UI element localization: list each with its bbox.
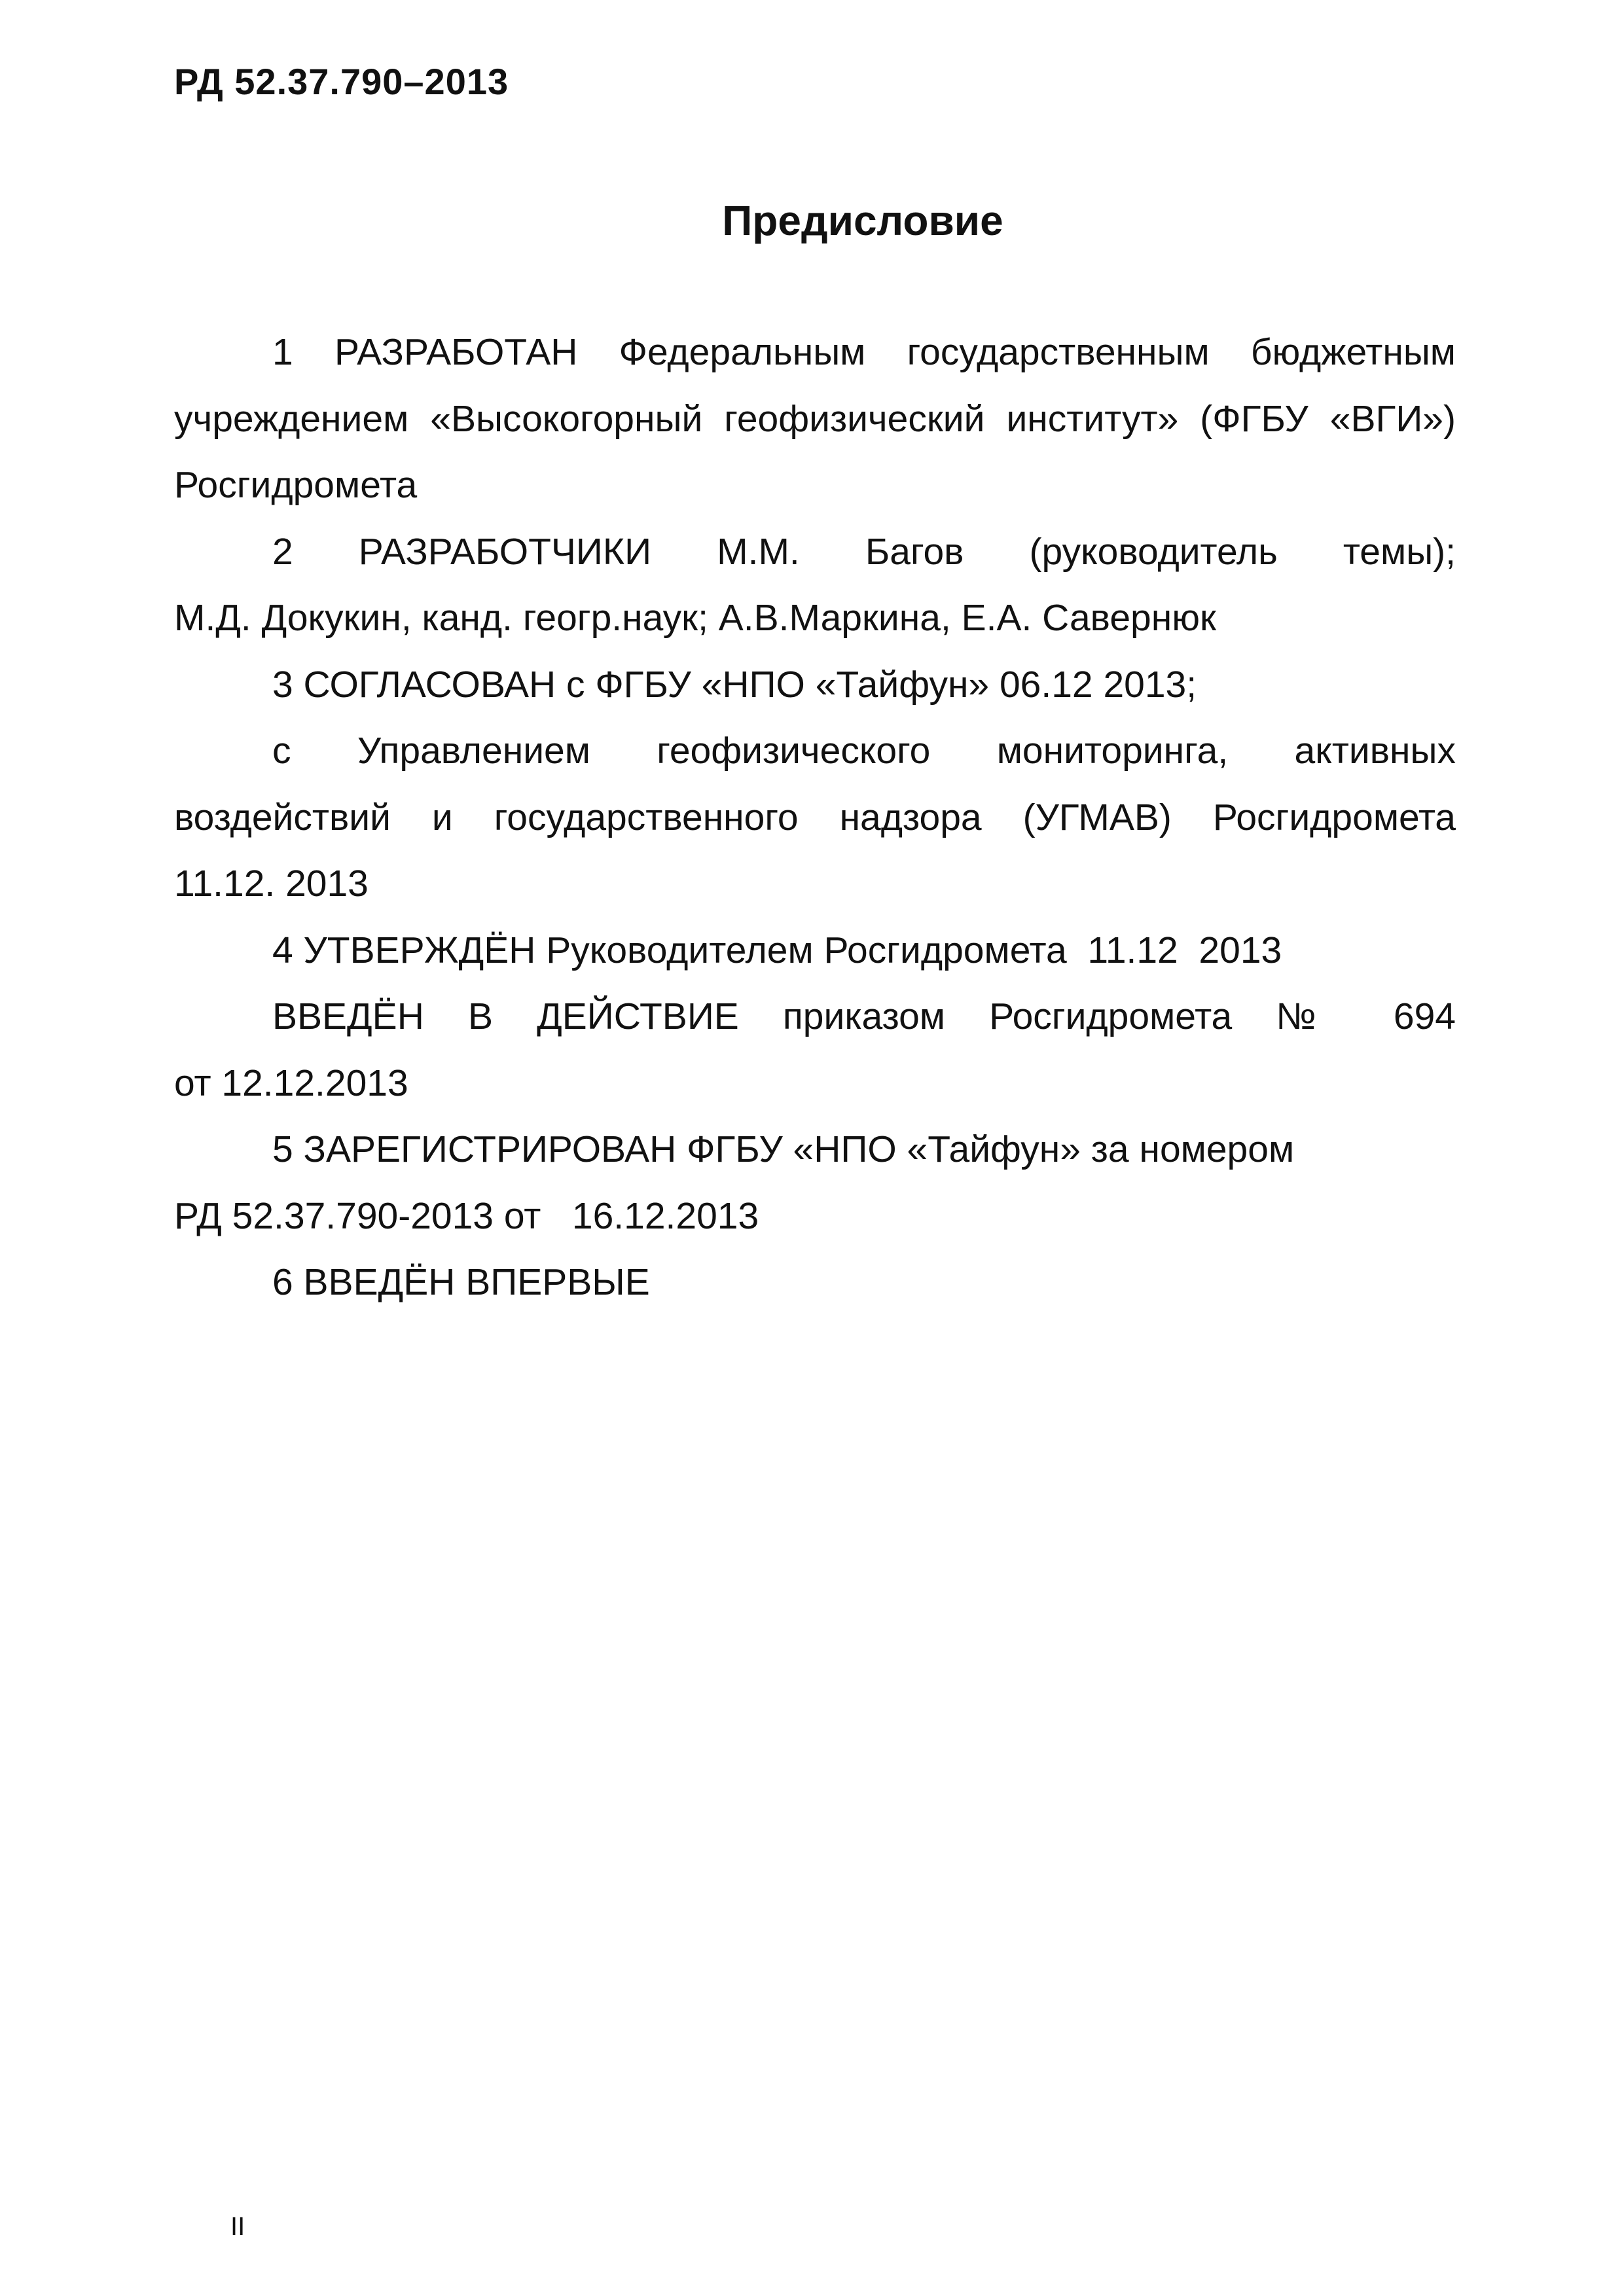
item-approved-line-2: ВВЕДЁН В ДЕЙСТВИЕ приказом Росгидромета № 694 [272,996,1456,1037]
preface-body [174,319,1456,1316]
item-agreed-line-2: с Управлением геофизического мониторинга, активных [272,730,1456,772]
document-code: РД 52.37.790–2013 [174,61,509,102]
item-agreed [174,652,1456,918]
item-developed-line-3: Росгидромета [174,464,418,506]
item-first-introduced-line-1: 6 ВВЕДЁН ВПЕРВЫЕ [272,1261,650,1303]
item-registered-line-2: РД 52.37.790-2013 от 16.12.2013 [174,1194,759,1237]
item-developers-line-1: 2 РАЗРАБОТЧИКИ М.М. Багов (руководитель темы); [272,530,1456,573]
item-approved [174,918,1456,1117]
item-developed-line-1: 1 РАЗРАБОТАН Федеральным государственным бюджетным [272,331,1456,373]
item-developed-line-2: учреждением «Высокогорный геофизический институт» (ФГБУ «ВГИ») [174,397,1456,440]
page-number: II [230,2212,245,2241]
item-agreed-line-3: воздействий и государственного надзора (УГМАВ) Росгидромета [174,796,1456,838]
item-approved-line-3: от 12.12.2013 [174,1062,408,1104]
item-developers-line-2: М.Д. Докукин, канд. геогр.наук; А.В.Маркина, Е.А. Савернюк [174,597,1216,639]
item-developed [174,319,1456,519]
item-first-introduced [174,1249,1456,1316]
item-developers [174,519,1456,652]
item-registered [174,1117,1456,1249]
item-agreed-line-1: 3 СОГЛАСОВАН с ФГБУ «НПО «Тайфун» 06.12 2013; [272,663,1197,706]
item-agreed-line-4: 11.12. 2013 [174,863,369,905]
item-registered-line-1: 5 ЗАРЕГИСТРИРОВАН ФГБУ «НПО «Тайфун» за номером [272,1128,1295,1170]
page-title: Предисловие [722,197,1003,244]
item-approved-line-1: 4 УТВЕРЖДЁН Руководителем Росгидромета 11.12 2013 [272,929,1282,971]
